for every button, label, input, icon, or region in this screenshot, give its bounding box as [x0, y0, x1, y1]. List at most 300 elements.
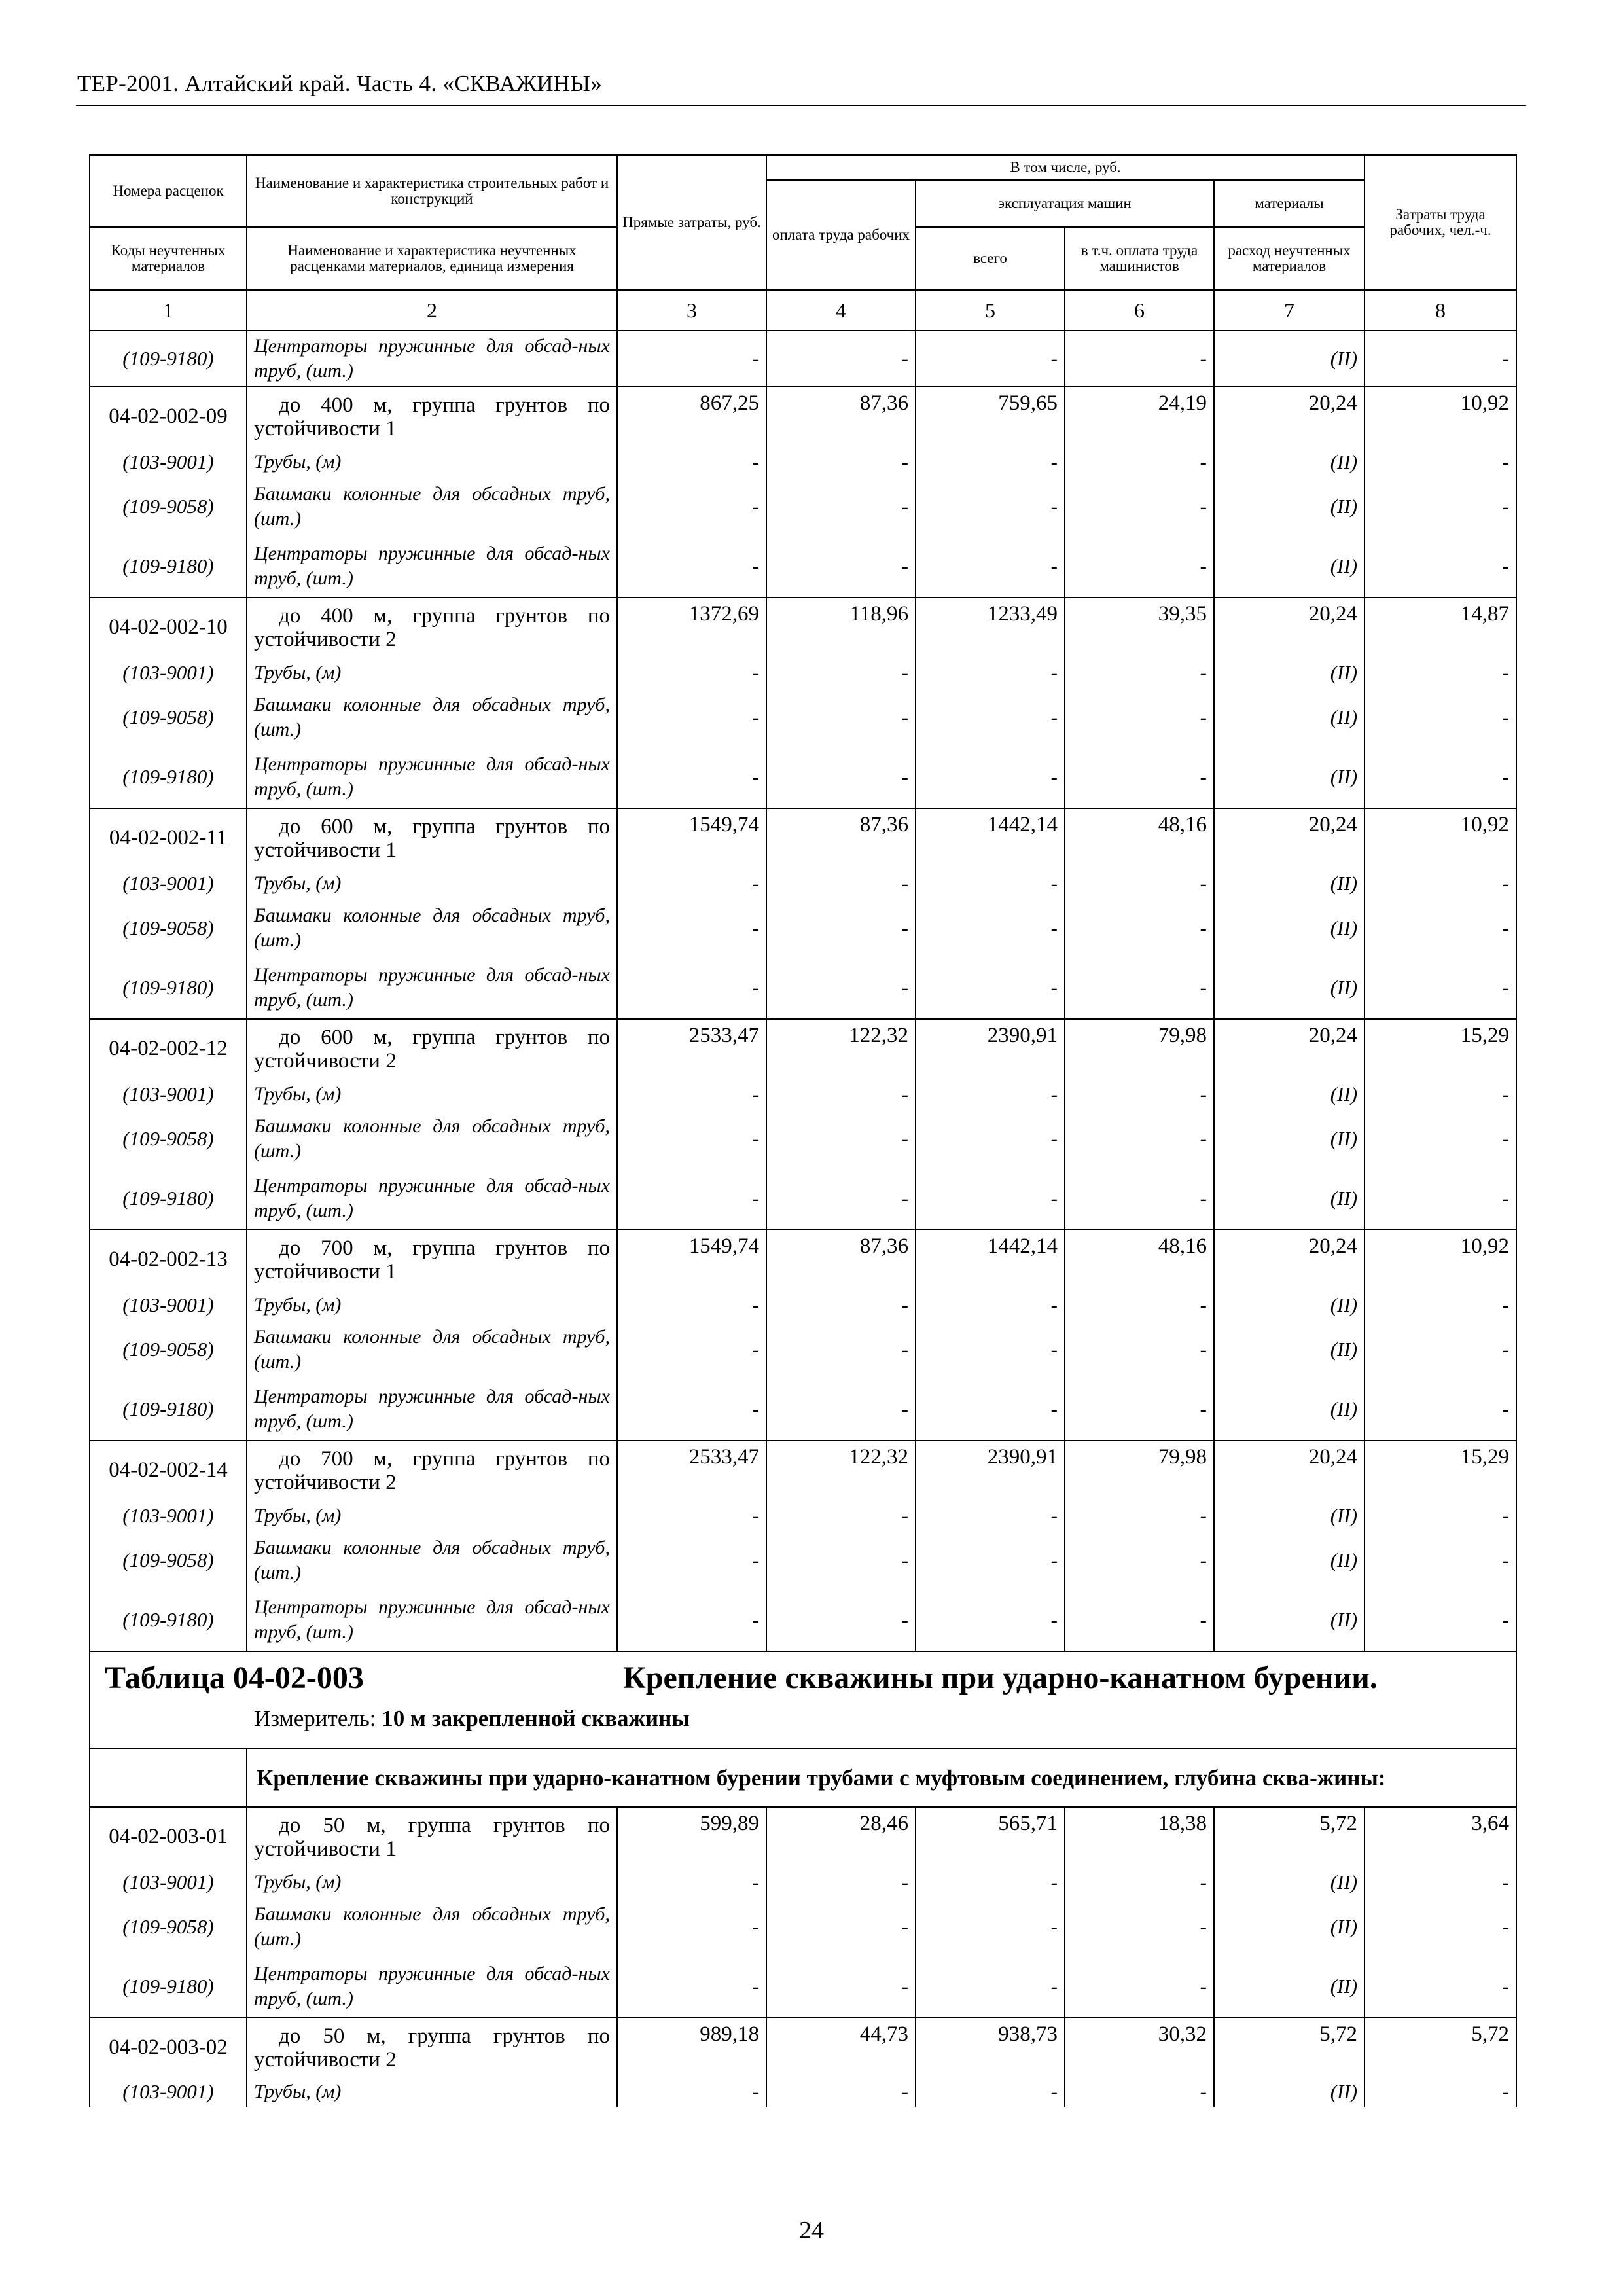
empty-value-dash: -: [916, 1167, 1065, 1230]
empty-value-dash: -: [1364, 1955, 1516, 2018]
rate-code: 04-02-002-10: [90, 598, 247, 656]
direct-costs: 599,89: [617, 1807, 766, 1866]
materials-usage-group: (II): [1214, 656, 1364, 689]
machines-total: 1442,14: [916, 808, 1065, 867]
price-table: [89, 154, 1517, 2107]
empty-value-dash: -: [766, 1532, 916, 1588]
machinist-pay: 48,16: [1065, 1230, 1214, 1289]
column-number: 1: [90, 290, 247, 331]
empty-value-dash: -: [766, 656, 916, 689]
empty-value-dash: -: [1364, 1167, 1516, 1230]
empty-value-dash: -: [1065, 1378, 1214, 1441]
material-code: (109-9058): [90, 1321, 247, 1378]
empty-value-dash: -: [916, 446, 1065, 478]
empty-value-dash: -: [916, 689, 1065, 745]
empty-value-dash: -: [1364, 1289, 1516, 1321]
empty-value-dash: -: [916, 956, 1065, 1019]
materials-usage: 20,24: [1214, 598, 1364, 656]
empty-value-dash: -: [1364, 1588, 1516, 1651]
empty-value-dash: -: [916, 867, 1065, 900]
header-material-codes: Коды неучтенных материалов: [90, 227, 247, 290]
materials-usage: 20,24: [1214, 1441, 1364, 1499]
empty-value-dash: -: [1364, 1378, 1516, 1441]
machinist-pay: 24,19: [1065, 387, 1214, 446]
empty-value-dash: -: [1065, 1321, 1214, 1378]
empty-value-dash: -: [766, 478, 916, 535]
material-code: (109-9180): [90, 956, 247, 1019]
empty-value-dash: -: [916, 535, 1065, 598]
labor-pay: 87,36: [766, 387, 916, 446]
empty-value-dash: -: [1065, 900, 1214, 956]
labor-cost: 3,64: [1364, 1807, 1516, 1866]
materials-usage: 20,24: [1214, 808, 1364, 867]
header-rule: [76, 105, 1526, 106]
direct-costs: 1372,69: [617, 598, 766, 656]
material-code: (109-9180): [90, 535, 247, 598]
material-code: (109-9058): [90, 1111, 247, 1167]
materials-usage-group: (II): [1214, 1899, 1364, 1955]
header-including-group: В том числе, руб.: [766, 155, 1364, 180]
empty-value-dash: -: [1364, 1078, 1516, 1111]
empty-value-dash: -: [1065, 446, 1214, 478]
section-row: [90, 1748, 1516, 1807]
empty-value-dash: -: [766, 867, 916, 900]
empty-value-dash: -: [1065, 1899, 1214, 1955]
empty-value-dash: -: [617, 478, 766, 535]
header-machines-total: всего: [916, 227, 1065, 290]
meter-line: [254, 1706, 690, 1732]
empty-value-dash: -: [1065, 689, 1214, 745]
machines-total: 938,73: [916, 2018, 1065, 2077]
header-labor-cost: Затраты труда рабочих, чел.-ч.: [1364, 155, 1516, 290]
materials-usage-group: (II): [1214, 1289, 1364, 1321]
empty-value-dash: -: [916, 1532, 1065, 1588]
empty-value-dash: -: [1364, 478, 1516, 535]
empty-value-dash: -: [916, 1321, 1065, 1378]
rate-code: 04-02-002-13: [90, 1230, 247, 1289]
rate-name: до 400 м, группа грунтов по устойчивости 2: [247, 598, 617, 656]
materials-usage: 5,72: [1214, 1807, 1364, 1866]
empty-value-dash: -: [1364, 535, 1516, 598]
materials-usage: 5,72: [1214, 2018, 1364, 2077]
empty-value-dash: -: [1065, 1588, 1214, 1651]
labor-cost: 15,29: [1364, 1441, 1516, 1499]
materials-usage-group: (II): [1214, 446, 1364, 478]
material-row: [90, 1866, 1516, 1899]
empty-value-dash: -: [617, 1111, 766, 1167]
material-name: Центраторы пружинные для обсад-ных труб, (шт.): [247, 1955, 617, 2018]
rate-name: до 400 м, группа грунтов по устойчивости 1: [247, 387, 617, 446]
material-name: Центраторы пружинные для обсад-ных труб, (шт.): [247, 1378, 617, 1441]
empty-value-dash: -: [617, 535, 766, 598]
material-name: Трубы, (м): [247, 1289, 617, 1321]
material-row: [90, 1899, 1516, 1955]
material-row: [90, 2077, 1516, 2107]
materials-usage-group: (II): [1214, 745, 1364, 808]
empty-value-dash: -: [1364, 1111, 1516, 1167]
labor-cost: 15,29: [1364, 1019, 1516, 1078]
empty-value-dash: -: [1364, 1899, 1516, 1955]
empty-value-dash: -: [766, 446, 916, 478]
machines-total: 2390,91: [916, 1019, 1065, 1078]
empty-value-dash: -: [617, 1167, 766, 1230]
empty-value-dash: -: [1364, 1321, 1516, 1378]
empty-value-dash: -: [1065, 745, 1214, 808]
materials-usage-group: (II): [1214, 867, 1364, 900]
machinist-pay: 39,35: [1065, 598, 1214, 656]
empty-value-dash: -: [1065, 535, 1214, 598]
material-row: [90, 1321, 1516, 1378]
empty-value-dash: -: [1364, 956, 1516, 1019]
machinist-pay: 18,38: [1065, 1807, 1214, 1866]
material-row: [90, 689, 1516, 745]
machinist-pay: 79,98: [1065, 1441, 1214, 1499]
empty-value-dash: -: [916, 900, 1065, 956]
material-name: Башмаки колонные для обсадных труб, (шт.): [247, 478, 617, 535]
labor-pay: 122,32: [766, 1019, 916, 1078]
materials-usage-group: (II): [1214, 1111, 1364, 1167]
column-number: 3: [617, 290, 766, 331]
rate-code: 04-02-002-12: [90, 1019, 247, 1078]
materials-usage-group: (II): [1214, 1321, 1364, 1378]
material-name: Трубы, (м): [247, 1499, 617, 1532]
material-code: (109-9180): [90, 1167, 247, 1230]
direct-costs: 1549,74: [617, 808, 766, 867]
materials-usage-group: (II): [1214, 1532, 1364, 1588]
header-machines-group: эксплуатация машин: [916, 180, 1214, 227]
material-code: (109-9058): [90, 689, 247, 745]
column-number: 7: [1214, 290, 1364, 331]
material-row: [90, 1111, 1516, 1167]
empty-value-dash: -: [916, 1588, 1065, 1651]
material-name: Башмаки колонные для обсадных труб, (шт.): [247, 1111, 617, 1167]
empty-value-dash: -: [1065, 1532, 1214, 1588]
rate-row: [90, 387, 1516, 446]
price-table-body: [90, 155, 1516, 2107]
labor-cost: 10,92: [1364, 387, 1516, 446]
material-code: (109-9180): [90, 1588, 247, 1651]
empty-value-dash: -: [617, 1955, 766, 2018]
rate-code: 04-02-003-01: [90, 1807, 247, 1866]
rate-row: [90, 1441, 1516, 1499]
materials-usage-group: (II): [1214, 1499, 1364, 1532]
header-materials-group: материалы: [1214, 180, 1364, 227]
material-row: [90, 745, 1516, 808]
materials-usage-group: (II): [1214, 1378, 1364, 1441]
empty-value-dash: -: [617, 331, 766, 387]
machinist-pay: 30,32: [1065, 2018, 1214, 2077]
materials-usage-group: (II): [1214, 689, 1364, 745]
material-name: Трубы, (м): [247, 656, 617, 689]
rate-row: [90, 598, 1516, 656]
column-number: 6: [1065, 290, 1214, 331]
materials-usage-group: (II): [1214, 331, 1364, 387]
column-number: 2: [247, 290, 617, 331]
rate-name: до 600 м, группа грунтов по устойчивости 2: [247, 1019, 617, 1078]
material-code: (109-9180): [90, 331, 247, 387]
material-name: Башмаки колонные для обсадных труб, (шт.): [247, 689, 617, 745]
material-name: Центраторы пружинные для обсад-ных труб, (шт.): [247, 956, 617, 1019]
material-name: Трубы, (м): [247, 1078, 617, 1111]
material-name: Центраторы пружинные для обсад-ных труб, (шт.): [247, 331, 617, 387]
labor-pay: 122,32: [766, 1441, 916, 1499]
materials-usage-group: (II): [1214, 535, 1364, 598]
empty-value-dash: -: [1065, 2077, 1214, 2107]
empty-value-dash: -: [1065, 331, 1214, 387]
material-name: Трубы, (м): [247, 446, 617, 478]
empty-value-dash: -: [766, 1321, 916, 1378]
page-number: 24: [799, 2217, 824, 2244]
empty-value-dash: -: [916, 1378, 1065, 1441]
table-title-block: [90, 1651, 1516, 1748]
material-row: [90, 1378, 1516, 1441]
machines-total: 1233,49: [916, 598, 1065, 656]
materials-usage: 20,24: [1214, 387, 1364, 446]
rate-row: [90, 1019, 1516, 1078]
header-machinist-pay: в т.ч. оплата труда машинистов: [1065, 227, 1214, 290]
materials-usage-group: (II): [1214, 1167, 1364, 1230]
empty-value-dash: -: [1364, 2077, 1516, 2107]
empty-value-dash: -: [617, 956, 766, 1019]
rate-row: [90, 2018, 1516, 2077]
empty-value-dash: -: [766, 689, 916, 745]
running-header: ТЕР-2001. Алтайский край. Часть 4. «СКВАЖИНЫ»: [77, 71, 602, 96]
empty-value-dash: -: [617, 745, 766, 808]
labor-pay: 87,36: [766, 808, 916, 867]
empty-value-dash: -: [617, 1899, 766, 1955]
labor-cost: 5,72: [1364, 2018, 1516, 2077]
empty-value-dash: -: [766, 1289, 916, 1321]
materials-usage-group: (II): [1214, 956, 1364, 1019]
empty-value-dash: -: [766, 1078, 916, 1111]
empty-value-dash: -: [766, 2077, 916, 2107]
empty-value-dash: -: [617, 1499, 766, 1532]
material-row: [90, 1532, 1516, 1588]
labor-pay: 44,73: [766, 2018, 916, 2077]
column-number: 4: [766, 290, 916, 331]
empty-value-dash: -: [1065, 867, 1214, 900]
rate-name: до 700 м, группа грунтов по устойчивости 1: [247, 1230, 617, 1289]
material-name: Центраторы пружинные для обсад-ных труб, (шт.): [247, 535, 617, 598]
empty-value-dash: -: [1065, 956, 1214, 1019]
meter-label: Измеритель:: [254, 1706, 376, 1731]
labor-pay: 28,46: [766, 1807, 916, 1866]
material-name: Башмаки колонные для обсадных труб, (шт.): [247, 1321, 617, 1378]
empty-value-dash: -: [617, 1078, 766, 1111]
empty-value-dash: -: [766, 1866, 916, 1899]
empty-value-dash: -: [617, 689, 766, 745]
empty-value-dash: -: [766, 956, 916, 1019]
labor-cost: 10,92: [1364, 1230, 1516, 1289]
empty-value-dash: -: [1065, 1866, 1214, 1899]
direct-costs: 867,25: [617, 387, 766, 446]
material-code: (109-9180): [90, 745, 247, 808]
empty-value-dash: -: [617, 867, 766, 900]
machines-total: 565,71: [916, 1807, 1065, 1866]
labor-cost: 14,87: [1364, 598, 1516, 656]
empty-value-dash: -: [1364, 656, 1516, 689]
material-row: [90, 900, 1516, 956]
rate-name: до 50 м, группа грунтов по устойчивости 1: [247, 1807, 617, 1866]
material-row: [90, 956, 1516, 1019]
rate-row: [90, 1807, 1516, 1866]
section-empty-cell: [90, 1748, 247, 1807]
material-name: Трубы, (м): [247, 1866, 617, 1899]
empty-value-dash: -: [766, 745, 916, 808]
rate-row: [90, 808, 1516, 867]
column-number: 8: [1364, 290, 1516, 331]
material-row: [90, 446, 1516, 478]
rate-name: до 700 м, группа грунтов по устойчивости 2: [247, 1441, 617, 1499]
rate-code: 04-02-002-11: [90, 808, 247, 867]
empty-value-dash: -: [916, 1111, 1065, 1167]
rate-code: 04-02-002-14: [90, 1441, 247, 1499]
meter-value: 10 м закрепленной скважины: [382, 1706, 690, 1731]
rate-code: 04-02-003-02: [90, 2018, 247, 2077]
empty-value-dash: -: [766, 1111, 916, 1167]
material-row: [90, 1499, 1516, 1532]
header-labor-pay: оплата труда рабочих: [766, 180, 916, 290]
material-code: (109-9180): [90, 1955, 247, 2018]
empty-value-dash: -: [617, 446, 766, 478]
header-name-works: Наименование и характеристика строительных работ и конструкций: [247, 155, 617, 227]
empty-value-dash: -: [1364, 1499, 1516, 1532]
materials-usage-group: (II): [1214, 1078, 1364, 1111]
header-materials-usage: расход неучтенных материалов: [1214, 227, 1364, 290]
machines-total: 759,65: [916, 387, 1065, 446]
empty-value-dash: -: [916, 1955, 1065, 2018]
empty-value-dash: -: [1065, 1289, 1214, 1321]
empty-value-dash: -: [766, 1167, 916, 1230]
table-label: Таблица 04-02-003: [105, 1660, 364, 1695]
column-number: 5: [916, 290, 1065, 331]
empty-value-dash: -: [617, 1866, 766, 1899]
empty-value-dash: -: [766, 1499, 916, 1532]
material-row: [90, 1588, 1516, 1651]
empty-value-dash: -: [766, 1899, 916, 1955]
material-code: (103-9001): [90, 1866, 247, 1899]
materials-usage: 20,24: [1214, 1230, 1364, 1289]
direct-costs: 1549,74: [617, 1230, 766, 1289]
rate-name: до 50 м, группа грунтов по устойчивости 2: [247, 2018, 617, 2077]
material-name: Башмаки колонные для обсадных труб, (шт.): [247, 1532, 617, 1588]
empty-value-dash: -: [1364, 1532, 1516, 1588]
material-row: [90, 656, 1516, 689]
rate-name: до 600 м, группа грунтов по устойчивости 1: [247, 808, 617, 867]
empty-value-dash: -: [1364, 745, 1516, 808]
empty-value-dash: -: [916, 1899, 1065, 1955]
empty-value-dash: -: [916, 2077, 1065, 2107]
empty-value-dash: -: [1065, 1078, 1214, 1111]
empty-value-dash: -: [766, 331, 916, 387]
rate-row: [90, 1230, 1516, 1289]
machines-total: 1442,14: [916, 1230, 1065, 1289]
material-name: Трубы, (м): [247, 867, 617, 900]
empty-value-dash: -: [766, 535, 916, 598]
empty-value-dash: -: [1364, 446, 1516, 478]
empty-value-dash: -: [916, 331, 1065, 387]
empty-value-dash: -: [766, 1588, 916, 1651]
empty-value-dash: -: [617, 1321, 766, 1378]
material-code: (103-9001): [90, 1289, 247, 1321]
empty-value-dash: -: [1065, 1167, 1214, 1230]
material-code: (109-9058): [90, 900, 247, 956]
empty-value-dash: -: [766, 1955, 916, 2018]
empty-value-dash: -: [916, 1866, 1065, 1899]
empty-value-dash: -: [916, 1289, 1065, 1321]
material-row: [90, 478, 1516, 535]
empty-value-dash: -: [617, 1378, 766, 1441]
material-code: (109-9180): [90, 1378, 247, 1441]
material-row: [90, 1955, 1516, 2018]
material-code: (103-9001): [90, 867, 247, 900]
empty-value-dash: -: [1364, 867, 1516, 900]
material-code: (103-9001): [90, 1499, 247, 1532]
empty-value-dash: -: [766, 900, 916, 956]
material-row: [90, 1167, 1516, 1230]
machinist-pay: 48,16: [1065, 808, 1214, 867]
direct-costs: 2533,47: [617, 1019, 766, 1078]
material-code: (103-9001): [90, 446, 247, 478]
machines-total: 2390,91: [916, 1441, 1065, 1499]
table-title-row: [90, 1651, 1516, 1748]
material-row: [90, 867, 1516, 900]
labor-pay: 118,96: [766, 598, 916, 656]
material-code: (109-9058): [90, 1532, 247, 1588]
material-code: (103-9001): [90, 2077, 247, 2107]
material-row: [90, 1078, 1516, 1111]
empty-value-dash: -: [916, 1499, 1065, 1532]
empty-value-dash: -: [916, 745, 1065, 808]
empty-value-dash: -: [1364, 900, 1516, 956]
empty-value-dash: -: [1065, 1955, 1214, 2018]
materials-usage-group: (II): [1214, 900, 1364, 956]
empty-value-dash: -: [617, 1532, 766, 1588]
empty-value-dash: -: [1364, 331, 1516, 387]
header-name-materials: Наименование и характеристика неучтенных расценками материалов, единица измерения: [247, 227, 617, 290]
material-code: (109-9058): [90, 1899, 247, 1955]
material-name: Башмаки колонные для обсадных труб, (шт.): [247, 900, 617, 956]
materials-usage-group: (II): [1214, 1955, 1364, 2018]
header-direct-costs: Прямые затраты, руб.: [617, 155, 766, 290]
empty-value-dash: -: [766, 1378, 916, 1441]
machinist-pay: 79,98: [1065, 1019, 1214, 1078]
empty-value-dash: -: [1065, 656, 1214, 689]
empty-value-dash: -: [1065, 1499, 1214, 1532]
material-row: [90, 1289, 1516, 1321]
empty-value-dash: -: [617, 1588, 766, 1651]
empty-value-dash: -: [1364, 689, 1516, 745]
material-name: Центраторы пружинные для обсад-ных труб, (шт.): [247, 745, 617, 808]
table-title: Крепление скважины при ударно-канатном бурении.: [623, 1660, 1378, 1695]
empty-value-dash: -: [617, 2077, 766, 2107]
material-name: Башмаки колонные для обсадных труб, (шт.): [247, 1899, 617, 1955]
header-rate-number: Номера расценок: [90, 155, 247, 227]
material-code: (103-9001): [90, 656, 247, 689]
empty-value-dash: -: [916, 478, 1065, 535]
labor-pay: 87,36: [766, 1230, 916, 1289]
materials-usage-group: (II): [1214, 1866, 1364, 1899]
empty-value-dash: -: [617, 900, 766, 956]
material-name: Центраторы пружинные для обсад-ных труб, (шт.): [247, 1588, 617, 1651]
empty-value-dash: -: [617, 1289, 766, 1321]
empty-value-dash: -: [1065, 1111, 1214, 1167]
materials-usage-group: (II): [1214, 478, 1364, 535]
materials-usage: 20,24: [1214, 1019, 1364, 1078]
rate-code: 04-02-002-09: [90, 387, 247, 446]
empty-value-dash: -: [617, 656, 766, 689]
section-heading: Крепление скважины при ударно-канатном бурении трубами с муфтовым соединением, глубина сква-жины:: [247, 1748, 1516, 1807]
